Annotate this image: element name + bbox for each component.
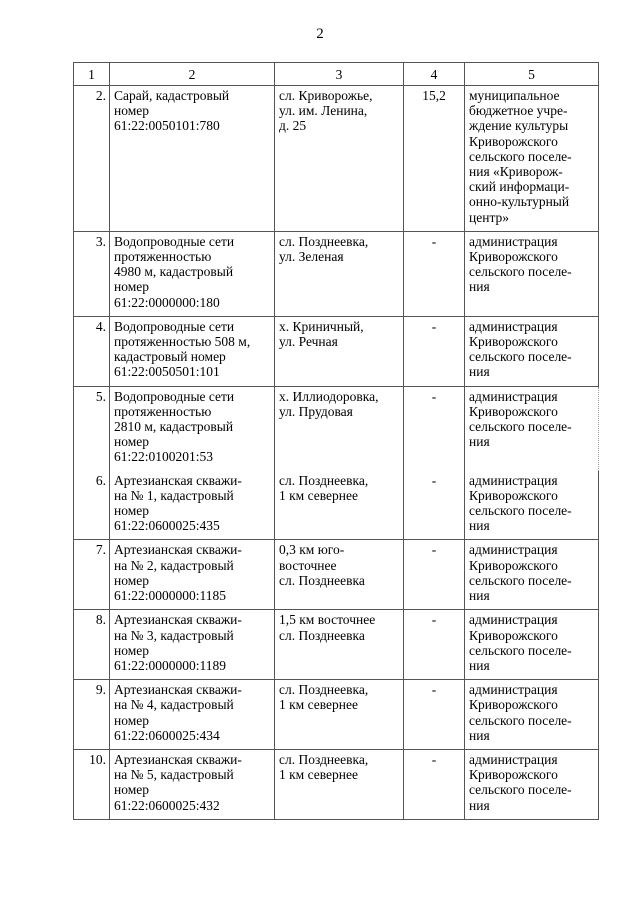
object-owner: муниципальное бюджетное учре- ждение культуры Криворожского сельского поселе- ния «Криворож- ский информаци- онно-культурный центр» bbox=[465, 86, 599, 232]
object-area: - bbox=[404, 471, 465, 540]
object-area: - bbox=[404, 540, 465, 610]
object-address: 0,3 км юго- восточнее сл. Позднеевка bbox=[275, 540, 404, 610]
page-number: 2 bbox=[316, 26, 324, 42]
object-owner: администрация Криворожского сельского поселе- ния bbox=[465, 610, 599, 680]
object-name: Артезианская скважи- на № 4, кадастровый номер 61:22:0600025:434 bbox=[110, 680, 275, 750]
object-area: - bbox=[404, 610, 465, 680]
object-area: - bbox=[404, 386, 465, 471]
table-row bbox=[74, 749, 599, 819]
row-number: 4. bbox=[74, 316, 110, 386]
table-row bbox=[74, 610, 599, 680]
object-address: х. Иллиодоровка, ул. Прудовая bbox=[275, 386, 404, 471]
object-owner: администрация Криворожского сельского поселе- ния bbox=[465, 231, 599, 316]
object-owner: администрация Криворожского сельского поселе- ния bbox=[465, 680, 599, 750]
object-name: Артезианская скважи- на № 2, кадастровый номер 61:22:0000000:1185 bbox=[110, 540, 275, 610]
column-header-area: 4 bbox=[404, 63, 465, 86]
object-name: Водопроводные сети протяженностью 2810 м, кадастровый номер 61:22:0100201:53 bbox=[110, 386, 275, 471]
row-number: 6. bbox=[74, 471, 110, 540]
object-owner: администрация Криворожского сельского поселе- ния bbox=[465, 316, 599, 386]
column-header-address: 3 bbox=[275, 63, 404, 86]
object-name: Водопроводные сети протяженностью 4980 м, кадастровый номер 61:22:0000000:180 bbox=[110, 231, 275, 316]
table-header-row bbox=[74, 63, 599, 86]
object-name: Артезианская скважи- на № 3, кадастровый номер 61:22:0000000:1189 bbox=[110, 610, 275, 680]
object-address: х. Криничный, ул. Речная bbox=[275, 316, 404, 386]
object-address: сл. Позднеевка, ул. Зеленая bbox=[275, 231, 404, 316]
row-number: 2. bbox=[74, 86, 110, 232]
row-number: 9. bbox=[74, 680, 110, 750]
object-area: - bbox=[404, 749, 465, 819]
table-row bbox=[74, 471, 599, 540]
table-row bbox=[74, 386, 599, 471]
object-name: Артезианская скважи- на № 5, кадастровый номер 61:22:0600025:432 bbox=[110, 749, 275, 819]
table-row bbox=[74, 540, 599, 610]
object-name: Сарай, кадастровый номер 61:22:0050101:780 bbox=[110, 86, 275, 232]
row-number: 7. bbox=[74, 540, 110, 610]
object-owner: администрация Криворожского сельского поселе- ния bbox=[465, 749, 599, 819]
column-header-name: 2 bbox=[110, 63, 275, 86]
table-row bbox=[74, 86, 599, 232]
object-name: Водопроводные сети протяженностью 508 м, кадастровый номер 61:22:0050501:101 bbox=[110, 316, 275, 386]
column-header-number: 1 bbox=[74, 63, 110, 86]
column-header-owner: 5 bbox=[465, 63, 599, 86]
row-number: 8. bbox=[74, 610, 110, 680]
row-number: 3. bbox=[74, 231, 110, 316]
object-address: сл. Позднеевка, 1 км севернее bbox=[275, 749, 404, 819]
object-owner: администрация Криворожского сельского поселе- ния bbox=[465, 471, 599, 540]
object-address: сл. Позднеевка, 1 км севернее bbox=[275, 471, 404, 540]
object-owner: администрация Криворожского сельского поселе- ния bbox=[465, 386, 599, 471]
row-number: 10. bbox=[74, 749, 110, 819]
object-name: Артезианская скважи- на № 1, кадастровый номер 61:22:0600025:435 bbox=[110, 471, 275, 540]
table-row bbox=[74, 316, 599, 386]
object-area: 15,2 bbox=[404, 86, 465, 232]
object-area: - bbox=[404, 680, 465, 750]
property-registry-table bbox=[73, 62, 599, 820]
object-address: сл. Криворожье, ул. им. Ленина, д. 25 bbox=[275, 86, 404, 232]
object-address: сл. Позднеевка, 1 км севернее bbox=[275, 680, 404, 750]
object-area: - bbox=[404, 231, 465, 316]
object-address: 1,5 км восточнее сл. Позднеевка bbox=[275, 610, 404, 680]
object-area: - bbox=[404, 316, 465, 386]
table-row bbox=[74, 231, 599, 316]
row-number: 5. bbox=[74, 386, 110, 471]
table-row bbox=[74, 680, 599, 750]
object-owner: администрация Криворожского сельского поселе- ния bbox=[465, 540, 599, 610]
